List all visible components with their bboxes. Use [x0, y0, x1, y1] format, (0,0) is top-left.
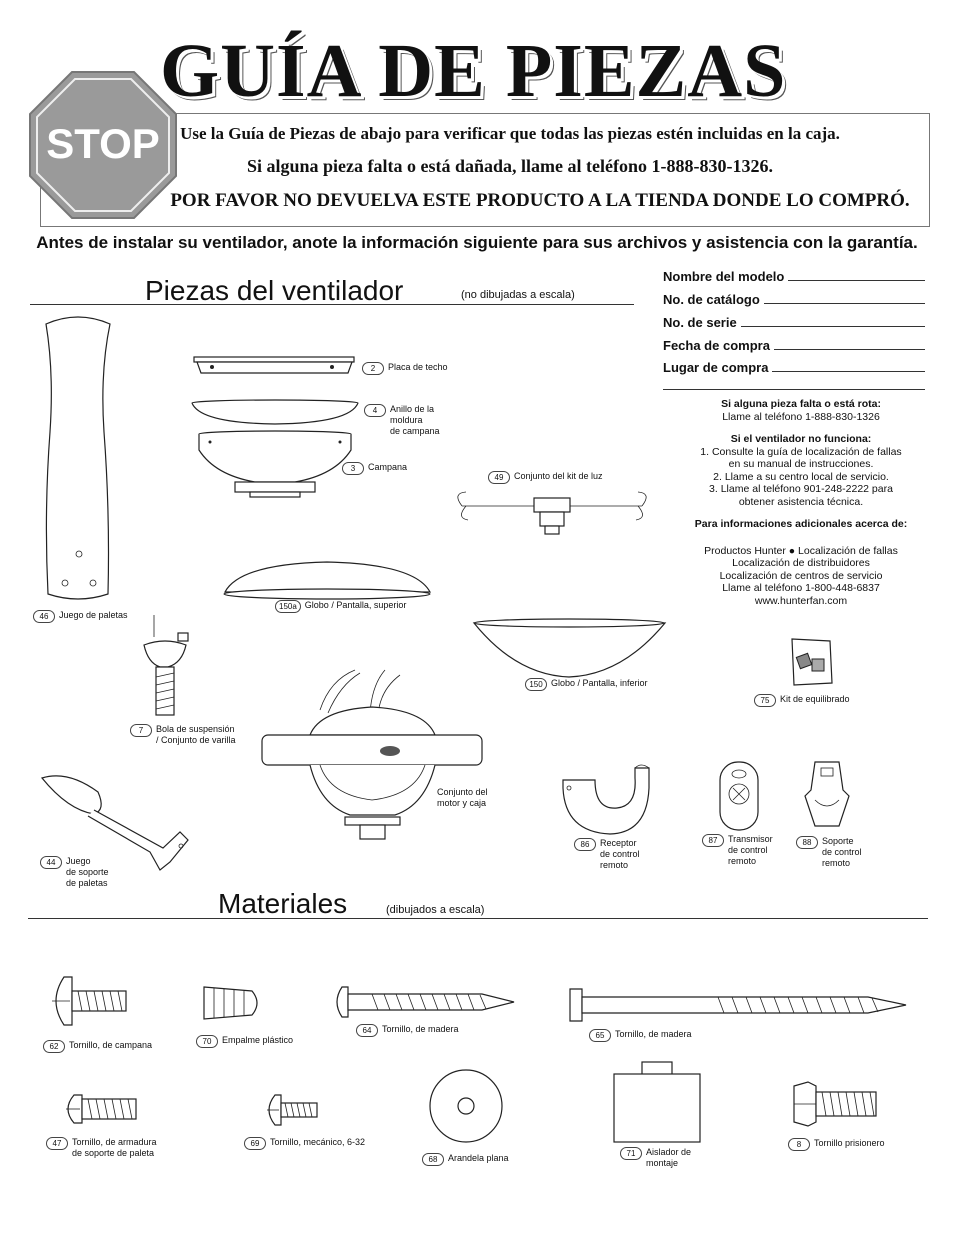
materials-note: (dibujados a escala): [386, 904, 485, 916]
canopy-drawing: [195, 430, 355, 500]
warning-line-2: Si alguna pieza falta o está dañada, llame al teléfono 1-888-830-1326.: [247, 156, 773, 176]
balancing-kit-drawing: [788, 637, 836, 687]
part-88-label: 88 Soporte de control remoto: [796, 836, 862, 869]
warning-line-3: POR FAVOR NO DEVUELVA ESTE PRODUCTO A LA TIENDA DONDE LO COMPRÓ.: [170, 190, 910, 211]
field-purchase-place[interactable]: Lugar de compra: [663, 355, 925, 375]
screw-47-drawing: [64, 1093, 139, 1125]
part-65-label: 65 Tornillo, de madera: [589, 1029, 692, 1042]
materials-rule: [28, 918, 928, 919]
ceiling-plate-drawing: [192, 355, 357, 377]
fan-parts-note: (no dibujadas a escala): [461, 289, 575, 301]
screw-65-drawing: [568, 985, 910, 1025]
part-2-label: 2 Placa de techo: [362, 362, 448, 375]
remote-holder-drawing: [803, 760, 851, 832]
website-link[interactable]: www.hunterfan.com: [754, 594, 848, 607]
part-150-label: 150 Globo / Pantalla, inferior: [525, 678, 648, 691]
warning-line-1: Use la Guía de Piezas de abajo para verificar que todas las piezas estén incluidas en la caja.: [180, 124, 840, 143]
field-serial-number[interactable]: No. de serie: [663, 310, 925, 330]
downrod-drawing: [140, 615, 190, 720]
part-49-label: 49 Conjunto del kit de luz: [488, 471, 603, 484]
part-64-label: 64 Tornillo, de madera: [356, 1024, 459, 1037]
part-7-label: 7 Bola de suspensión / Conjunto de varilla: [130, 724, 236, 746]
stop-text: STOP: [46, 120, 160, 167]
transmitter-drawing: [717, 760, 762, 832]
field-catalog-number[interactable]: No. de catálogo: [663, 287, 925, 307]
part-87-label: 87 Transmisor de control remoto: [702, 834, 773, 867]
part-3-label: 3 Campana: [342, 462, 407, 475]
part-62-label: 62 Tornillo, de campana: [43, 1040, 152, 1053]
page-title: GUÍA DE PIEZAS: [160, 29, 787, 113]
part-68-label: 68 Arandela plana: [422, 1153, 509, 1166]
part-150a-label: 150a Globo / Pantalla, superior: [275, 600, 406, 613]
washer-drawing: [428, 1068, 504, 1144]
field-purchase-date[interactable]: Fecha de compra: [663, 333, 925, 353]
motor-housing-drawing: [260, 665, 485, 850]
part-44-label: 44 Juego de soporte de paletas: [40, 856, 109, 889]
upper-globe-drawing: [220, 560, 435, 602]
instruction-text: Antes de instalar su ventilador, anote la información siguiente para sus archivos y asistencia con la garantía.: [36, 233, 918, 252]
screw-69-drawing: [265, 1093, 320, 1127]
motor-housing-label: Conjunto del motor y caja: [437, 787, 488, 808]
field-extra-line: [663, 389, 925, 390]
stop-sign-icon: [28, 70, 178, 220]
part-71-label: 71 Aislador de montaje: [620, 1147, 691, 1169]
wire-nut-drawing: [202, 983, 264, 1023]
part-69-label: 69 Tornillo, mecánico, 6-32: [244, 1137, 365, 1150]
fan-parts-title: Piezas del ventilador: [145, 275, 404, 306]
receiver-drawing: [555, 758, 655, 838]
lower-globe-drawing: [472, 617, 667, 679]
set-screw-drawing: [790, 1080, 880, 1128]
isolator-drawing: [612, 1060, 702, 1145]
part-8-label: 8 Tornillo prisionero: [788, 1138, 885, 1151]
screw-64-drawing: [332, 985, 517, 1019]
part-70-label: 70 Empalme plástico: [196, 1035, 293, 1048]
fan-parts-rule: [30, 304, 634, 305]
part-75-label: 75 Kit de equilibrado: [754, 694, 850, 707]
field-model-name[interactable]: Nombre del modelo: [663, 264, 925, 284]
trim-ring-drawing: [190, 398, 360, 428]
part-46-label: 46 Juego de paletas: [33, 610, 128, 623]
blade-drawing: [38, 312, 118, 612]
support-info: Si alguna pieza falta o está rota: Llame al teléfono 1-888-830-1326 Si el ventilador no funciona: 1. Consulte la guía de localización de fallas en su manual de instrucciones. 2. Llame a su centro local de servicio. 3. Llame al teléfono 901-248-2222 para obtener asistencia técnica. Para informaciones adicionales acerca de: Productos Hunter ● Localización de fallas Localización de distribuidores Localización de centros de servicio Llame al teléfono 1-800-448-6837 www.hunterfan.com: [676, 398, 926, 607]
light-kit-drawing: [452, 488, 652, 538]
part-4-label: 4 Anillo de la moldura de campana: [364, 404, 440, 437]
part-47-label: 47 Tornillo, de armadura de soporte de paleta: [46, 1137, 157, 1159]
screw-62-drawing: [48, 973, 130, 1029]
part-86-label: 86 Receptor de control remoto: [574, 838, 640, 871]
materials-title: Materiales: [218, 888, 348, 919]
